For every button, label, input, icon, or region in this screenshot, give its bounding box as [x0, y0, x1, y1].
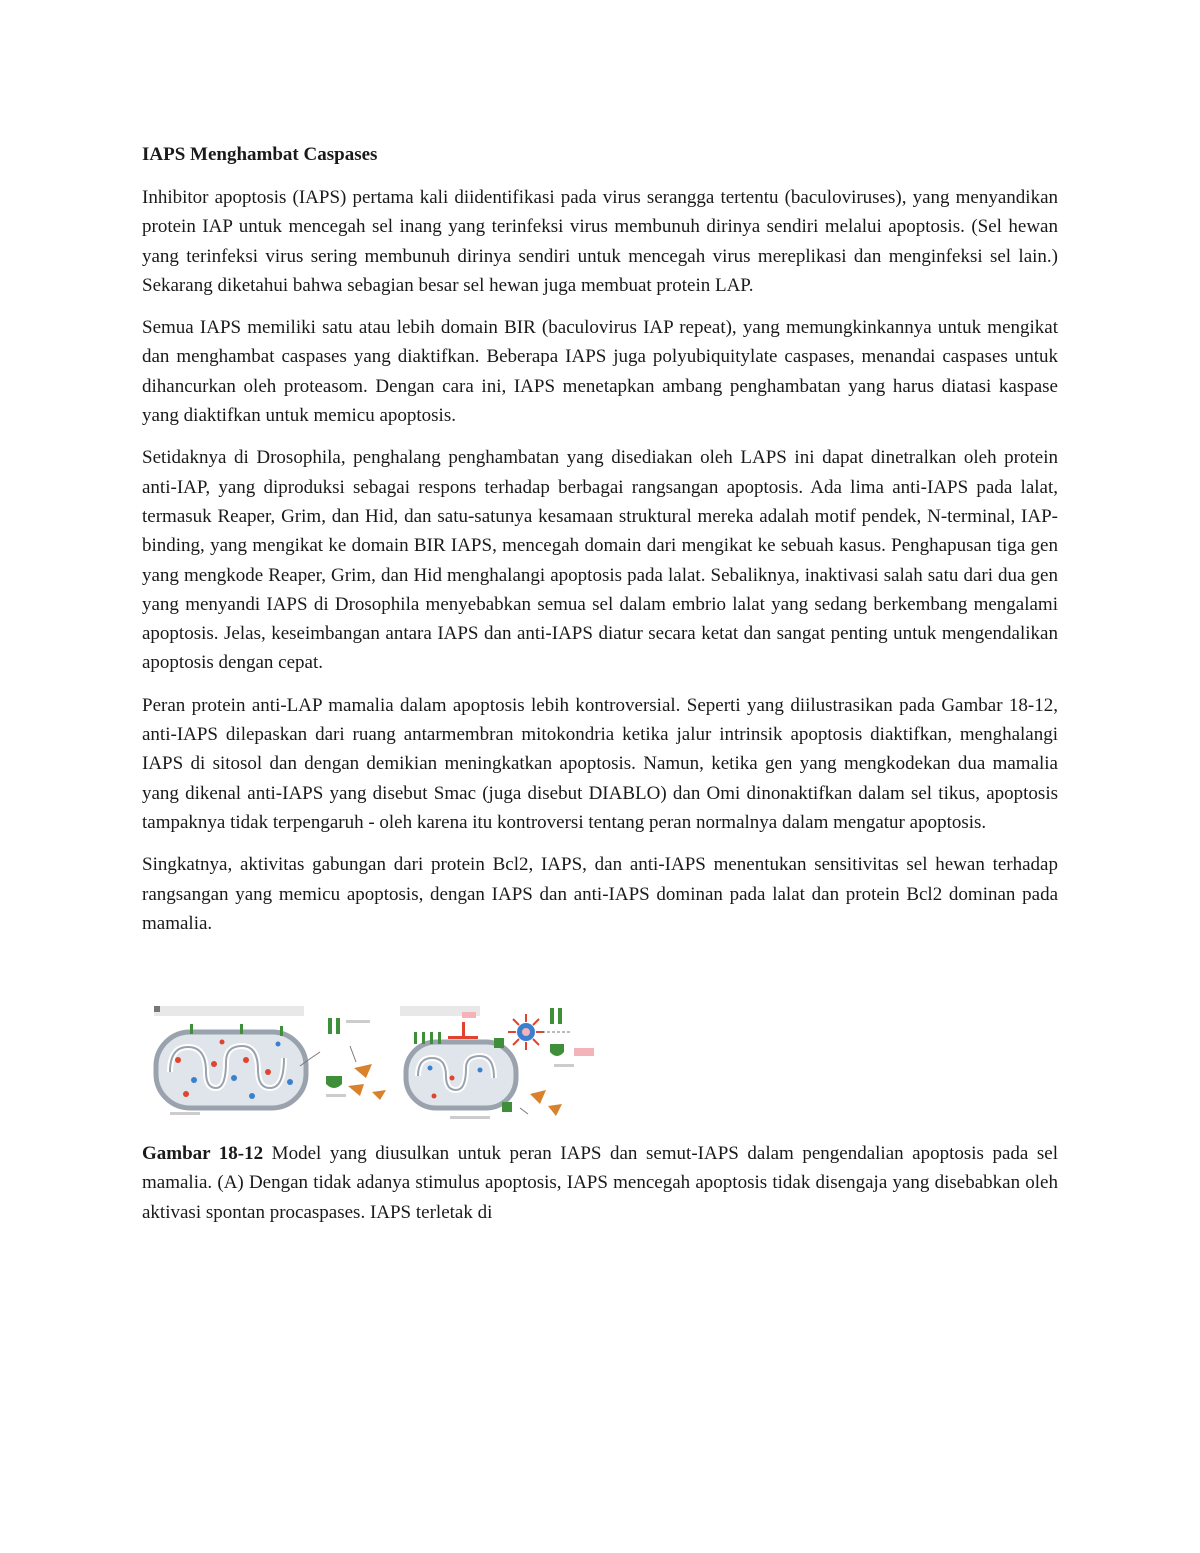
mitochondria-diagram-icon	[150, 1002, 600, 1127]
panel-a-diagram	[154, 1006, 386, 1115]
caption-label: Gambar 18-12	[142, 1143, 264, 1165]
caption-text: Model yang diusulkan untuk peran IAPS dan semut-IAPS dalam pengendalian apoptosis pada sel mamalia. (A) Dengan tidak adanya stimulus apoptosis, IAPS mencegah apoptosis tidak disengaja yang disebabkan oleh aktivasi spontan procaspases. IAPS terletak di	[142, 1143, 1059, 1223]
paragraph-5: Singkatnya, aktivitas gabungan dari protein Bcl2, IAPS, dan anti-IAPS menentukan sensitivitas sel hewan terhadap rangsangan yang memicu apoptosis, dengan IAPS dan anti-IAPS dominan pada lalat dan protein Bcl2 dominan pada mamalia.	[142, 854, 1058, 934]
paragraph-3: Setidaknya di Drosophila, penghalang penghambatan yang disediakan oleh LAPS ini dapat dinetralkan oleh protein anti-IAP, yang diproduksi sebagai respons terhadap berbagai rangsangan apoptosis. Ada lima anti-IAPS pada lalat, termasuk Reaper, Grim, dan Hid, dan satu-satunya kesamaan struktural mereka adalah motif pendek, N-terminal, IAP-binding, yang mengikat ke domain BIR IAPS, mencegah domain dari mengikat ke sebuah kasus. Penghapusan tiga gen yang mengkode Reaper, Grim, dan Hid menghalangi apoptosis pada lalat. Sebaliknya, inaktivasi salah satu dari dua gen yang menyandi IAPS di Drosophila menyebabkan semua sel dalam embrio lalat yang sedang berkembang mengalami apoptosis. Jelas, keseimbangan antara IAPS dan anti-IAPS diatur secara ketat dan sangat penting untuk mengendalikan apoptosis dengan cepat.	[142, 447, 1058, 674]
figure-18-12	[150, 1002, 600, 1127]
document-page	[142, 140, 1058, 1227]
panel-b-diagram	[400, 1006, 594, 1119]
paragraph-4: Peran protein anti-LAP mamalia dalam apoptosis lebih kontroversial. Seperti yang diilustrasikan pada Gambar 18-12, anti-IAPS dilepaskan dari ruang antarmembran mitokondria ketika jalur intrinsik apoptosis diaktifkan, menghalangi IAPS di sitosol dan dengan demikian meningkatkan apoptosis. Namun, ketika gen yang mengkodekan dua mamalia yang dikenal anti-IAPS yang disebut Smac (juga disebut DIABLO) dan Omi dinonaktifkan dalam sel tikus, apoptosis tampaknya tidak terpengaruh - oleh karena itu kontroversi tentang peran normalnya dalam mengatur apoptosis.	[142, 694, 1058, 833]
section-heading: IAPS Menghambat Caspases	[142, 144, 378, 165]
figure-caption	[142, 1139, 1058, 1227]
paragraph-2: Semua IAPS memiliki satu atau lebih domain BIR (baculovirus IAP repeat), yang memungkinkannya untuk mengikat dan menghambat caspases yang diaktifkan. Beberapa IAPS juga polyubiquitylate caspases, menandai caspases untuk dihancurkan oleh proteasom. Dengan cara ini, IAPS menetapkan ambang penghambatan yang harus diatasi kaspase yang diaktifkan untuk memicu apoptosis.	[142, 317, 1058, 427]
paragraph-1: Inhibitor apoptosis (IAPS) pertama kali diidentifikasi pada virus serangga tertentu (baculoviruses), yang menyandikan protein IAP untuk mencegah sel inang yang terinfeksi virus membunuh dirinya sendiri melalui apoptosis. (Sel hewan yang terinfeksi virus sering membunuh dirinya sendiri untuk mencegah virus mereplikasi dan menginfeksi sel lain.) Sekarang diketahui bahwa sebagian besar sel hewan juga membuat protein LAP.	[142, 187, 1058, 296]
